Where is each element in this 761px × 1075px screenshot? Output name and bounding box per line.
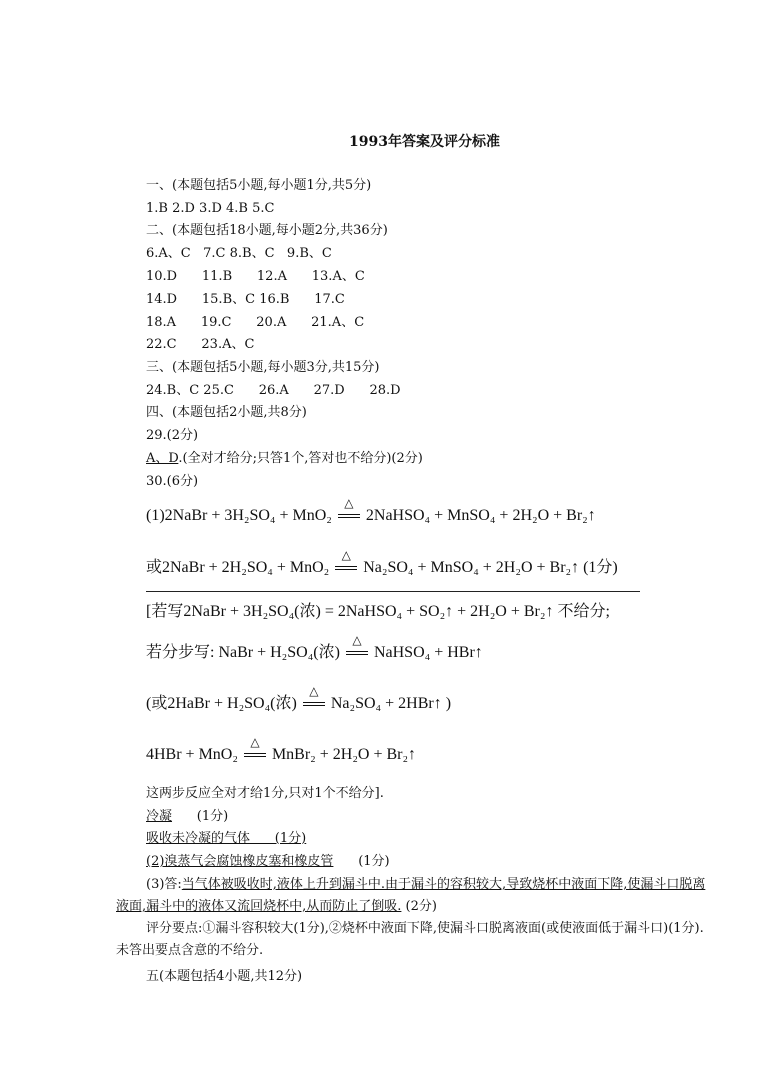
question-2-score: (1分) <box>333 854 390 869</box>
equation-2-products: Na₂SO₄ + MnSO₄ + 2H₂O + Br₂↑ (1分) <box>363 559 618 576</box>
equation-4 <box>146 633 483 663</box>
section-2-row-2: 10.D 11.B 12.A 13.A、C <box>146 269 365 284</box>
section-2-row-5: 22.C 23.A、C <box>146 337 255 352</box>
absorb-answer <box>146 830 306 848</box>
delta-icon: △ <box>250 735 260 749</box>
equation-5 <box>146 684 452 714</box>
equation-6-products: MnBr₂ + 2H₂O + Br₂↑ <box>271 746 417 763</box>
heat-arrow <box>333 548 359 578</box>
equation-4-products: NaHSO₄ + HBr↑ <box>373 644 483 661</box>
section-2-row-1: 6.A、C 7.C 8.B、C 9.B、C <box>146 246 332 261</box>
question-3-answer <box>116 874 716 918</box>
section-1-heading: 一、(本题包括5小题,每小题1分,共5分) <box>146 178 372 193</box>
delta-icon: △ <box>341 548 351 562</box>
question-29-label: 29.(2分) <box>146 428 199 443</box>
equation-1 <box>146 496 596 526</box>
equation-5-reactants: (或2HaBr + H₂SO₄(浓) <box>146 695 297 712</box>
question-3-text: 当气体被吸收时,液体上升到漏斗中.由于漏斗的容积较大,导致烧杯中液面下降,使漏斗口脱离液面,漏斗中的液体又流回烧杯中,从而防止了倒吸. <box>116 877 706 914</box>
heat-arrow <box>242 735 268 765</box>
absorb-text: 吸收未冷凝的气体 (1分) <box>146 831 307 846</box>
question-29-answer <box>146 450 423 468</box>
section-5-heading: 五(本题包括4小题,共12分) <box>146 969 303 984</box>
condense-score: (1分) <box>172 809 229 824</box>
divider-line <box>146 591 640 592</box>
section-2-row-3: 14.D 15.B、C 16.B 17.C <box>146 292 345 307</box>
question-30-label: 30.(6分) <box>146 474 199 489</box>
delta-icon: △ <box>344 496 354 510</box>
equation-1-reactants: (1)2NaBr + 3H₂SO₄ + MnO₂ <box>146 507 332 524</box>
section-3-answers: 24.B、C 25.C 26.A 27.D 28.D <box>146 383 401 398</box>
question-29-answer-note: .(全对才给分;只答1个,答对也不给分)(2分) <box>178 451 423 466</box>
section-4-heading: 四、(本题包括2小题,共8分) <box>146 405 307 420</box>
delta-icon: △ <box>309 684 319 698</box>
equation-2 <box>146 548 618 578</box>
equation-3: [若写2NaBr + 3H₂SO₄(浓) = 2NaHSO₄ + SO₂↑ + 2H₂O + Br₂↑ 不给分; <box>146 603 610 620</box>
section-1-answers: 1.B 2.D 3.D 4.B 5.C <box>146 201 275 216</box>
equation-1-products: 2NaHSO₄ + MnSO₄ + 2H₂O + Br₂↑ <box>365 507 596 524</box>
question-3-prefix: (3)答: <box>146 877 182 892</box>
section-2-row-4: 18.A 19.C 20.A 21.A、C <box>146 315 365 330</box>
equation-4-reactants: 若分步写: NaBr + H₂SO₄(浓) <box>146 644 340 661</box>
heat-arrow <box>336 496 362 526</box>
question-29-answer-underlined: A、D <box>146 451 179 466</box>
scoring-points: 评分要点:①漏斗容积较大(1分),②烧杯中液面下降,使漏斗口脱离液面(或使液面低于漏斗口)(1分).未答出要点含意的不给分. <box>116 921 704 958</box>
question-3-score: (2分) <box>401 899 437 914</box>
equation-6 <box>146 735 417 765</box>
delta-icon: △ <box>352 633 362 647</box>
equation-5-products: Na₂SO₄ + 2HBr↑ ) <box>330 695 452 712</box>
question-2-answer <box>146 853 390 871</box>
heat-arrow <box>344 633 370 663</box>
condense-answer <box>146 808 228 826</box>
equation-6-reactants: 4HBr + MnO₂ <box>146 746 238 763</box>
condense-text: 冷凝 <box>146 809 173 824</box>
heat-arrow <box>301 684 327 714</box>
page-title: 1993年答案及评分标准 <box>349 134 500 150</box>
question-2-text: (2)溴蒸气会腐蚀橡皮塞和橡皮管 <box>146 854 334 869</box>
section-2-heading: 二、(本题包括18小题,每小题2分,共36分) <box>146 223 388 238</box>
two-step-note: 这两步反应全对才给1分,只对1个不给分]. <box>146 786 384 801</box>
section-3-heading: 三、(本题包括5小题,每小题3分,共15分) <box>146 360 380 375</box>
equation-2-reactants: 或2NaBr + 2H₂SO₄ + MnO₂ <box>146 559 330 576</box>
